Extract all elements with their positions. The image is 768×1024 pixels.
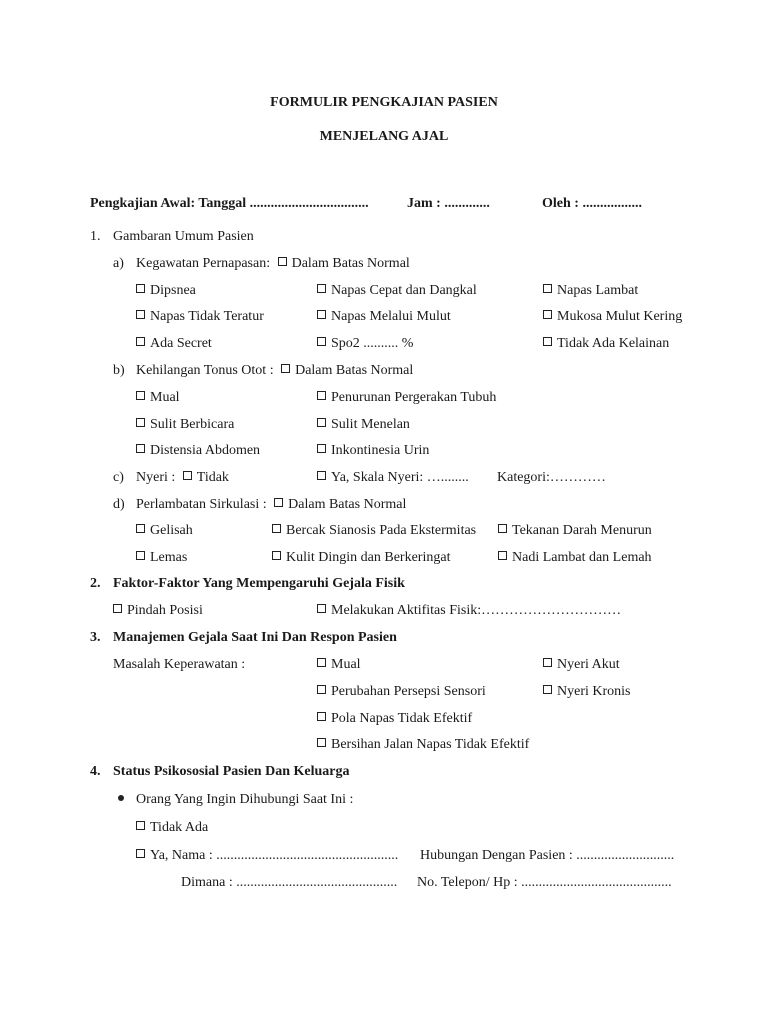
sub-c-letter: c) xyxy=(113,470,124,485)
checkbox-nyeri-ya[interactable] xyxy=(317,471,326,480)
option-label: Tidak Ada Kelainan xyxy=(557,336,670,351)
sub-a-label: Kegawatan Pernapasan: xyxy=(136,256,271,271)
sub-b-label: Kehilangan Tonus Otot : xyxy=(136,363,274,378)
option-inkontinesia-urin xyxy=(317,442,429,460)
option-label: Mual xyxy=(331,657,361,672)
checkbox-napas-lambat[interactable] xyxy=(543,284,552,293)
option-label: Lemas xyxy=(150,550,188,565)
option-label: Pindah Posisi xyxy=(127,603,203,618)
checkbox-inkontinesia-urin[interactable] xyxy=(317,444,326,453)
sub-d-label: Perlambatan Sirkulasi : xyxy=(136,497,267,512)
option-label: Napas Lambat xyxy=(557,283,639,298)
option-lemas xyxy=(136,549,187,567)
option-nyeri-ya xyxy=(317,469,469,487)
option-napas-melalui-mulut xyxy=(317,308,451,326)
option-spo2 xyxy=(317,335,413,353)
option-s3-mual xyxy=(317,656,361,674)
telepon-field[interactable]: No. Telepon/ Hp : ........................................... xyxy=(417,875,672,890)
sub-a-letter: a) xyxy=(113,256,124,271)
form-subtitle: MENJELANG AJAL xyxy=(319,129,449,144)
option-label: Mukosa Mulut Kering xyxy=(557,309,683,324)
option-label: Bercak Sianosis Pada Ekstermitas xyxy=(286,523,477,538)
d-normal-label: Dalam Batas Normal xyxy=(288,497,407,512)
section-1-title: Gambaran Umum Pasien xyxy=(113,229,254,244)
option-napas-tidak-teratur xyxy=(136,308,264,326)
nama-field[interactable]: Ya, Nama : .................................................... xyxy=(150,848,399,863)
checkbox-ya-nama[interactable] xyxy=(136,849,145,858)
option-label: Sulit Berbicara xyxy=(150,417,235,432)
option-ada-secret xyxy=(136,335,212,353)
masalah-keperawatan-label: Masalah Keperawatan : xyxy=(113,657,246,672)
nyeri-tidak-label: Tidak xyxy=(196,470,229,485)
option-label: Tidak Ada xyxy=(150,820,209,835)
checkbox-napas-melalui-mulut[interactable] xyxy=(317,310,326,319)
checkbox-lemas[interactable] xyxy=(136,551,145,560)
sub-a-row xyxy=(136,255,410,273)
option-nadi-lambat xyxy=(498,549,652,567)
checkbox-tekanan-darah-menurun[interactable] xyxy=(498,524,507,533)
section-3-title: Manajemen Gejala Saat Ini Dan Respon Pasien xyxy=(113,630,397,645)
checkbox-pindah-posisi[interactable] xyxy=(113,604,122,613)
checkbox-nyeri-tidak[interactable] xyxy=(183,471,192,480)
section-3-number: 3. xyxy=(90,630,101,645)
option-tidak-ada-kelainan xyxy=(543,335,669,353)
checkbox-bercak-sianosis[interactable] xyxy=(272,524,281,533)
checkbox-pola-napas[interactable] xyxy=(317,712,326,721)
option-label: Perubahan Persepsi Sensori xyxy=(331,684,486,699)
option-bercak-sianosis xyxy=(272,522,476,540)
checkbox-gelisah[interactable] xyxy=(136,524,145,533)
option-label: Dipsnea xyxy=(150,283,196,298)
option-label: Gelisah xyxy=(150,523,193,538)
checkbox-sulit-menelan[interactable] xyxy=(317,418,326,427)
option-dipsnea xyxy=(136,282,196,300)
oleh-field: Oleh : ................. xyxy=(542,196,642,211)
checkbox-nadi-lambat[interactable] xyxy=(498,551,507,560)
option-tekanan-darah-menurun xyxy=(498,522,652,540)
option-label: Inkontinesia Urin xyxy=(331,443,430,458)
checkbox-tidak-ada[interactable] xyxy=(136,821,145,830)
checkbox-ada-secret[interactable] xyxy=(136,337,145,346)
sub-c-label: Nyeri : xyxy=(136,470,176,485)
hubungan-field[interactable]: Hubungan Dengan Pasien : ............................ xyxy=(420,848,675,863)
option-label: Napas Cepat dan Dangkal xyxy=(331,283,477,298)
option-napas-lambat xyxy=(543,282,638,300)
option-label: Napas Tidak Teratur xyxy=(150,309,264,324)
option-label: Mual xyxy=(150,390,180,405)
option-label: Bersihan Jalan Napas Tidak Efektif xyxy=(331,737,530,752)
option-label: Spo2 .......... % xyxy=(331,336,414,351)
option-label: Nyeri Akut xyxy=(557,657,620,672)
option-distensia-abdomen xyxy=(136,442,260,460)
pengkajian-tanggal-field: Pengkajian Awal: Tanggal .................................. xyxy=(90,196,369,211)
checkbox-penurunan-pergerakan[interactable] xyxy=(317,391,326,400)
option-sulit-menelan xyxy=(317,416,410,434)
option-label: Sulit Menelan xyxy=(331,417,410,432)
form-title: FORMULIR PENGKAJIAN PASIEN xyxy=(270,95,498,110)
section-1-number: 1. xyxy=(90,229,101,244)
option-ya-nama xyxy=(136,847,398,865)
dimana-field[interactable]: Dimana : .............................................. xyxy=(181,875,398,890)
option-nyeri-akut xyxy=(543,656,620,674)
checkbox-spo2[interactable] xyxy=(317,337,326,346)
option-label: Nadi Lambat dan Lemah xyxy=(512,550,652,565)
option-label: Pola Napas Tidak Efektif xyxy=(331,711,473,726)
option-label: Kulit Dingin dan Berkeringat xyxy=(286,550,451,565)
option-tidak-ada xyxy=(136,819,208,837)
option-kulit-dingin xyxy=(272,549,450,567)
section-2-number: 2. xyxy=(90,576,101,591)
checkbox-mukosa-mulut-kering[interactable] xyxy=(543,310,552,319)
option-sulit-berbicara xyxy=(136,416,234,434)
option-mukosa-mulut-kering xyxy=(543,308,682,326)
option-aktifitas-fisik xyxy=(317,602,621,620)
sub-b-letter: b) xyxy=(113,363,125,378)
option-gelisah xyxy=(136,522,193,540)
option-label: Penurunan Pergerakan Tubuh xyxy=(331,390,497,405)
checkbox-napas-cepat[interactable] xyxy=(317,284,326,293)
jam-field: Jam : ............. xyxy=(407,196,490,211)
checkbox-aktifitas-fisik[interactable] xyxy=(317,604,326,613)
bullet-icon xyxy=(118,795,124,801)
nyeri-kategori: Kategori:………… xyxy=(497,470,606,485)
checkbox-bersihan-jalan-napas[interactable] xyxy=(317,738,326,747)
checkbox-mual[interactable] xyxy=(136,391,145,400)
bullet-dot xyxy=(118,791,124,809)
option-label: Distensia Abdomen xyxy=(150,443,261,458)
checkbox-distensia-abdomen[interactable] xyxy=(136,444,145,453)
checkbox-perubahan-persepsi[interactable] xyxy=(317,685,326,694)
sub-b-row xyxy=(136,362,413,380)
option-label: Napas Melalui Mulut xyxy=(331,309,451,324)
checkbox-s3-mual[interactable] xyxy=(317,658,326,667)
checkbox-tidak-ada-kelainan[interactable] xyxy=(543,337,552,346)
orang-dihubungi-label: Orang Yang Ingin Dihubungi Saat Ini : xyxy=(136,792,354,807)
sub-d-letter: d) xyxy=(113,497,125,512)
checkbox-nyeri-kronis[interactable] xyxy=(543,685,552,694)
sub-c-row xyxy=(136,469,229,487)
checkbox-nyeri-akut[interactable] xyxy=(543,658,552,667)
section-2-title: Faktor-Faktor Yang Mempengaruhi Gejala Fisik xyxy=(113,576,405,591)
checkbox-d-normal[interactable] xyxy=(274,498,283,507)
a-normal-label: Dalam Batas Normal xyxy=(291,256,410,271)
option-pola-napas xyxy=(317,710,472,728)
option-label: Tekanan Darah Menurun xyxy=(512,523,652,538)
option-label: Melakukan Aktifitas Fisik:………………………… xyxy=(331,603,622,618)
b-normal-label: Dalam Batas Normal xyxy=(295,363,414,378)
option-pindah-posisi xyxy=(113,602,203,620)
checkbox-dipsnea[interactable] xyxy=(136,284,145,293)
option-napas-cepat xyxy=(317,282,477,300)
option-bersihan-jalan-napas xyxy=(317,736,529,754)
option-penurunan-pergerakan xyxy=(317,389,496,407)
checkbox-napas-tidak-teratur[interactable] xyxy=(136,310,145,319)
option-label: Nyeri Kronis xyxy=(557,684,631,699)
sub-d-row xyxy=(136,496,406,514)
section-4-title: Status Psikososial Pasien Dan Keluarga xyxy=(113,764,350,779)
checkbox-a-normal[interactable] xyxy=(278,257,287,266)
checkbox-sulit-berbicara[interactable] xyxy=(136,418,145,427)
option-label: Ada Secret xyxy=(150,336,212,351)
section-4-number: 4. xyxy=(90,764,101,779)
option-label: Ya, Skala Nyeri: …........ xyxy=(331,470,469,485)
checkbox-b-normal[interactable] xyxy=(281,364,290,373)
option-perubahan-persepsi xyxy=(317,683,486,701)
option-mual xyxy=(136,389,180,407)
checkbox-kulit-dingin[interactable] xyxy=(272,551,281,560)
option-nyeri-kronis xyxy=(543,683,631,701)
